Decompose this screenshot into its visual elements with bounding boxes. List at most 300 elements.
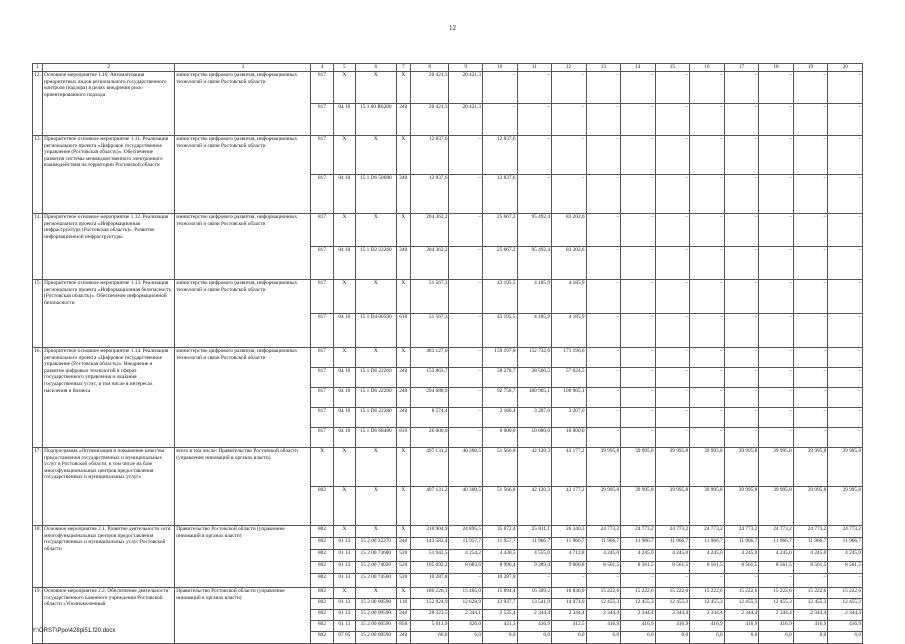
amount-cell: 43 177,2 bbox=[552, 487, 587, 526]
amount-cell: – bbox=[793, 247, 828, 280]
amount-cell: 28 323,5 bbox=[410, 610, 449, 621]
amount-cell: – bbox=[621, 314, 656, 348]
budget-code: 802 bbox=[311, 574, 333, 588]
budget-code: X bbox=[396, 526, 410, 538]
amount-cell: 43 195,5 bbox=[482, 314, 517, 348]
amount-cell: 4 185,9 bbox=[552, 314, 587, 348]
amount-cell: 2 160,4 bbox=[482, 408, 517, 428]
amount-cell: 4 245,0 bbox=[586, 550, 621, 562]
amount-cell: 143 582,4 bbox=[410, 538, 449, 550]
amount-cell: 51 566,8 bbox=[482, 487, 517, 526]
amount-cell: 39 995,8 bbox=[759, 448, 794, 487]
budget-code: 15 2 00 22270 bbox=[356, 538, 397, 550]
amount-cell: – bbox=[793, 280, 828, 314]
executor: всего в том числе: Правительство Ростовской области (управление инноваций в органах власти) bbox=[175, 448, 311, 526]
budget-code: 01 13 bbox=[333, 574, 355, 588]
amount-cell: – bbox=[655, 214, 690, 247]
amount-cell: – bbox=[586, 348, 621, 368]
budget-code: 802 bbox=[311, 599, 333, 610]
budget-code: 240 bbox=[396, 388, 410, 408]
budget-code: 15 1 00 R0280 bbox=[356, 104, 397, 136]
amount-cell: 16 309,2 bbox=[517, 588, 552, 599]
amount-cell: 83 202,6 bbox=[552, 214, 587, 247]
amount-cell: 20 421,3 bbox=[410, 104, 449, 136]
measure-name: Приоритетное основное мероприятие 1.12. Реализация регионального проекта «Информационная инфраструктура (Ростовская область)». Развитие информационной инфраструктуры bbox=[43, 214, 175, 280]
budget-code: 15 2 00 74560 bbox=[356, 574, 397, 588]
budget-code: X bbox=[333, 448, 355, 487]
column-number-row bbox=[33, 64, 863, 72]
budget-code: 15 1 D6 50680 bbox=[356, 175, 397, 214]
amount-cell: 39 995,8 bbox=[586, 487, 621, 526]
amount-cell: – bbox=[690, 72, 725, 104]
amount-cell: – bbox=[690, 388, 725, 408]
amount-cell: – bbox=[655, 104, 690, 136]
amount-cell: 8 561,5 bbox=[724, 562, 759, 574]
column-number: 15 bbox=[655, 64, 690, 72]
amount-cell: 12 455,3 bbox=[690, 599, 725, 610]
executor: министерство цифрового развития, информационных технологий и связи Ростовской области bbox=[175, 280, 311, 348]
amount-cell: 24 895,5 bbox=[449, 526, 483, 538]
amount-cell: – bbox=[655, 574, 690, 588]
amount-cell: – bbox=[759, 214, 794, 247]
budget-code: X bbox=[396, 348, 410, 368]
budget-code: 850 bbox=[396, 621, 410, 632]
budget-code: 817 bbox=[311, 348, 333, 368]
budget-code: 01 13 bbox=[333, 562, 355, 574]
amount-cell: – bbox=[724, 175, 759, 214]
row-number: 19. bbox=[33, 588, 43, 644]
amount-cell: 4 245,0 bbox=[759, 550, 794, 562]
amount-cell: 83 202,6 bbox=[552, 247, 587, 280]
column-number: 12 bbox=[552, 64, 587, 72]
amount-cell: 15 222,6 bbox=[724, 588, 759, 599]
amount-cell: – bbox=[449, 136, 483, 175]
amount-cell: 6,0 bbox=[793, 632, 828, 644]
amount-cell: 6 000,0 bbox=[482, 428, 517, 448]
amount-cell: 11 957,7 bbox=[482, 538, 517, 550]
amount-cell: 6,0 bbox=[724, 632, 759, 644]
column-number: 17 bbox=[724, 64, 759, 72]
amount-cell: 6,0 bbox=[517, 632, 552, 644]
column-number: 8 bbox=[410, 64, 449, 72]
budget-code: 817 bbox=[311, 408, 333, 428]
amount-cell: – bbox=[655, 136, 690, 175]
budget-code: X bbox=[396, 280, 410, 314]
measure-name: Основное мероприятие 2.1. Развитие деятельности сети многофункциональных центров предоставления государственных и муниципальных услуг Ростовской области bbox=[43, 526, 175, 588]
amount-cell: 8 574,4 bbox=[410, 408, 449, 428]
budget-code: 240 bbox=[396, 408, 410, 428]
amount-cell: 12 837,6 bbox=[410, 175, 449, 214]
measure-name: Приоритетное основное мероприятие 1.13. Реализация регионального проекта «Информационная безопасность (Ростовская область)». Обеспечение информационной безопасности bbox=[43, 280, 175, 348]
budget-code: 817 bbox=[311, 388, 333, 408]
amount-cell: 12 455,3 bbox=[793, 599, 828, 610]
amount-cell: 11 966,7 bbox=[793, 538, 828, 550]
amount-cell: 9 289,4 bbox=[517, 562, 552, 574]
amount-cell: 4 185,9 bbox=[517, 280, 552, 314]
amount-cell: – bbox=[759, 175, 794, 214]
budget-code: 04 10 bbox=[333, 247, 355, 280]
amount-cell: 4 430,5 bbox=[482, 550, 517, 562]
column-number: 20 bbox=[828, 64, 863, 72]
amount-cell: 8 561,5 bbox=[828, 562, 863, 574]
budget-code: 01 13 bbox=[333, 610, 355, 621]
amount-cell: – bbox=[828, 368, 863, 388]
amount-cell: 51 567,3 bbox=[410, 314, 449, 348]
amount-cell: 8 561,5 bbox=[655, 562, 690, 574]
executor: министерство цифрового развития, информационных технологий и связи Ростовской области bbox=[175, 72, 311, 136]
amount-cell: – bbox=[586, 408, 621, 428]
amount-cell: – bbox=[517, 104, 552, 136]
amount-cell: – bbox=[552, 175, 587, 214]
amount-cell: 39 995,8 bbox=[586, 448, 621, 487]
amount-cell: – bbox=[724, 136, 759, 175]
amount-cell: – bbox=[655, 428, 690, 448]
table-row bbox=[33, 72, 863, 104]
amount-cell: – bbox=[655, 72, 690, 104]
budget-code: 802 bbox=[311, 538, 333, 550]
amount-cell: – bbox=[724, 280, 759, 314]
amount-cell: 4 245,0 bbox=[655, 550, 690, 562]
amount-cell: – bbox=[793, 574, 828, 588]
amount-cell: – bbox=[621, 368, 656, 388]
amount-cell: – bbox=[724, 247, 759, 280]
amount-cell: 12 837,6 bbox=[482, 136, 517, 175]
footer-file-path: Y:\ORST\Ppo\428pi51.f20.docx bbox=[32, 628, 116, 634]
amount-cell: – bbox=[759, 348, 794, 368]
budget-code: 01 13 bbox=[333, 550, 355, 562]
budget-code: 802 bbox=[311, 562, 333, 574]
amount-cell: 100 965,1 bbox=[517, 388, 552, 408]
amount-cell: 24 773,2 bbox=[724, 526, 759, 538]
amount-cell: 26 340,3 bbox=[552, 526, 587, 538]
amount-cell: – bbox=[655, 368, 690, 388]
amount-cell: 416,9 bbox=[690, 621, 725, 632]
amount-cell: 12 455,3 bbox=[655, 599, 690, 610]
amount-cell: 12 837,6 bbox=[410, 136, 449, 175]
amount-cell: 58 278,7 bbox=[482, 368, 517, 388]
amount-cell: – bbox=[690, 136, 725, 175]
amount-cell: 25 667,2 bbox=[482, 214, 517, 247]
amount-cell: – bbox=[655, 348, 690, 368]
amount-cell: 497 131,2 bbox=[410, 487, 449, 526]
amount-cell: – bbox=[449, 214, 483, 247]
amount-cell: – bbox=[586, 428, 621, 448]
amount-cell: – bbox=[828, 104, 863, 136]
budget-code: 817 bbox=[311, 214, 333, 247]
amount-cell: 24 773,2 bbox=[793, 526, 828, 538]
budget-code: X bbox=[356, 72, 397, 104]
amount-cell: – bbox=[449, 280, 483, 314]
amount-cell: – bbox=[586, 280, 621, 314]
budget-code: 810 bbox=[396, 428, 410, 448]
amount-cell: – bbox=[621, 280, 656, 314]
budget-code: X bbox=[356, 487, 397, 526]
amount-cell: 310 904,9 bbox=[410, 526, 449, 538]
column-number: 3 bbox=[175, 64, 311, 72]
amount-cell: – bbox=[724, 574, 759, 588]
budget-code: X bbox=[396, 72, 410, 104]
amount-cell: – bbox=[724, 428, 759, 448]
budget-code: X bbox=[396, 588, 410, 599]
table-row bbox=[33, 526, 863, 538]
amount-cell: – bbox=[828, 136, 863, 175]
amount-cell: – bbox=[690, 368, 725, 388]
amount-cell: 15 222,6 bbox=[828, 588, 863, 599]
amount-cell: 2 344,1 bbox=[449, 610, 483, 621]
amount-cell: – bbox=[586, 104, 621, 136]
amount-cell: – bbox=[759, 574, 794, 588]
amount-cell: 25 811,1 bbox=[517, 526, 552, 538]
budget-code: 15 2 00 00590 bbox=[356, 621, 397, 632]
amount-cell: 4 555,0 bbox=[517, 550, 552, 562]
budget-code: 817 bbox=[311, 72, 333, 104]
amount-cell: 40 300,5 bbox=[449, 487, 483, 526]
amount-cell: 51 942,5 bbox=[410, 550, 449, 562]
amount-cell: – bbox=[449, 348, 483, 368]
amount-cell: 2 344,4 bbox=[517, 610, 552, 621]
amount-cell: – bbox=[828, 72, 863, 104]
row-number: 13. bbox=[33, 136, 43, 214]
amount-cell: 2 344,4 bbox=[759, 610, 794, 621]
page-number: 12 bbox=[449, 24, 456, 32]
amount-cell: 12 455,3 bbox=[724, 599, 759, 610]
amount-cell: 416,9 bbox=[586, 621, 621, 632]
amount-cell: – bbox=[793, 368, 828, 388]
amount-cell: 20 421,3 bbox=[449, 104, 483, 136]
amount-cell: – bbox=[759, 408, 794, 428]
amount-cell: – bbox=[517, 136, 552, 175]
amount-cell: – bbox=[586, 574, 621, 588]
amount-cell: 12 455,3 bbox=[621, 599, 656, 610]
amount-cell: – bbox=[621, 104, 656, 136]
amount-cell: 105 092,2 bbox=[410, 562, 449, 574]
budget-code: 15 2 00 00590 bbox=[356, 599, 397, 610]
executor: министерство цифрового развития, информационных технологий и связи Ростовской области bbox=[175, 348, 311, 448]
amount-cell: 10 000,0 bbox=[517, 428, 552, 448]
amount-cell: 24 773,2 bbox=[690, 526, 725, 538]
amount-cell: – bbox=[586, 388, 621, 408]
amount-cell: 51 566,8 bbox=[482, 448, 517, 487]
amount-cell: – bbox=[793, 72, 828, 104]
column-number: 11 bbox=[517, 64, 552, 72]
budget-code: X bbox=[333, 588, 355, 599]
budget-code: 01 13 bbox=[333, 599, 355, 610]
budget-code: X bbox=[333, 136, 355, 175]
budget-code: 07 05 bbox=[333, 632, 355, 644]
amount-cell: – bbox=[759, 104, 794, 136]
amount-cell: 11 957,7 bbox=[449, 538, 483, 550]
budget-code: 15 2 00 74020 bbox=[356, 562, 397, 574]
measure-name: Приоритетное основное мероприятие 1.11. Реализация регионального проекта «Цифровое государственное управление (Ростовская область)». Обеспечение развития системы межведомственного электронного взаимодействия на территории Ростовской области bbox=[43, 136, 175, 214]
row-number: 15. bbox=[33, 280, 43, 348]
amount-cell: 6,0 bbox=[621, 632, 656, 644]
budget-code: X bbox=[333, 487, 355, 526]
amount-cell: – bbox=[621, 72, 656, 104]
amount-cell: 39 995,8 bbox=[793, 487, 828, 526]
budget-code: 04 10 bbox=[333, 368, 355, 388]
amount-cell: – bbox=[482, 104, 517, 136]
budget-code: 817 bbox=[311, 104, 333, 136]
amount-cell: – bbox=[621, 408, 656, 428]
amount-cell: 11 966,7 bbox=[586, 538, 621, 550]
column-number: 13 bbox=[586, 64, 621, 72]
amount-cell: 416,9 bbox=[724, 621, 759, 632]
budget-code: 15 2 00 00590 bbox=[356, 632, 397, 644]
amount-cell: 92 758,7 bbox=[482, 388, 517, 408]
budget-code: 240 bbox=[396, 247, 410, 280]
amount-cell: 11 966,7 bbox=[621, 538, 656, 550]
amount-cell: – bbox=[449, 408, 483, 428]
amount-cell: – bbox=[621, 388, 656, 408]
amount-cell: 24 773,2 bbox=[621, 526, 656, 538]
table-row bbox=[33, 348, 863, 368]
amount-cell: 416,9 bbox=[655, 621, 690, 632]
amount-cell: – bbox=[793, 214, 828, 247]
amount-cell: – bbox=[586, 247, 621, 280]
amount-cell: – bbox=[759, 247, 794, 280]
budget-code: 15 1 D6 68480 bbox=[356, 428, 397, 448]
amount-cell: 12 455,3 bbox=[586, 599, 621, 610]
amount-cell: – bbox=[621, 214, 656, 247]
amount-cell: 3 207,0 bbox=[517, 408, 552, 428]
amount-cell: 25 667,2 bbox=[482, 247, 517, 280]
amount-cell: – bbox=[759, 388, 794, 408]
amount-cell: 39 995,8 bbox=[828, 487, 863, 526]
amount-cell: – bbox=[759, 368, 794, 388]
amount-cell: 16 836,9 bbox=[552, 588, 587, 599]
amount-cell: – bbox=[449, 428, 483, 448]
amount-cell: – bbox=[828, 348, 863, 368]
amount-cell: 39 995,8 bbox=[724, 448, 759, 487]
amount-cell: – bbox=[690, 314, 725, 348]
column-number: 7 bbox=[396, 64, 410, 72]
amount-cell: 15 222,6 bbox=[621, 588, 656, 599]
amount-cell: – bbox=[793, 408, 828, 428]
amount-cell: 51 567,3 bbox=[410, 280, 449, 314]
amount-cell: 11 966,7 bbox=[828, 538, 863, 550]
budget-code: 240 bbox=[396, 632, 410, 644]
amount-cell: – bbox=[828, 175, 863, 214]
amount-cell: 15 222,6 bbox=[586, 588, 621, 599]
amount-cell: 426,0 bbox=[449, 621, 483, 632]
budget-code: 520 bbox=[396, 550, 410, 562]
table-row bbox=[33, 588, 863, 599]
budget-code: 240 bbox=[396, 368, 410, 388]
amount-cell: 43 195,5 bbox=[482, 280, 517, 314]
amount-cell: 4 254,2 bbox=[449, 550, 483, 562]
row-number: 16. bbox=[33, 348, 43, 448]
amount-cell: 39 995,8 bbox=[690, 487, 725, 526]
amount-cell: – bbox=[621, 247, 656, 280]
amount-cell: – bbox=[517, 574, 552, 588]
amount-cell: 14 074,0 bbox=[552, 599, 587, 610]
column-number: 4 bbox=[311, 64, 333, 72]
amount-cell: – bbox=[828, 247, 863, 280]
amount-cell: – bbox=[655, 175, 690, 214]
budget-code: X bbox=[396, 136, 410, 175]
amount-cell: – bbox=[793, 428, 828, 448]
column-number: 5 bbox=[333, 64, 355, 72]
row-number: 12. bbox=[33, 72, 43, 136]
amount-cell: 3 207,0 bbox=[552, 408, 587, 428]
amount-cell: – bbox=[759, 72, 794, 104]
amount-cell: 6,0 bbox=[586, 632, 621, 644]
amount-cell: 6,0 bbox=[828, 632, 863, 644]
amount-cell: – bbox=[449, 314, 483, 348]
budget-code: X bbox=[356, 588, 397, 599]
amount-cell: – bbox=[690, 280, 725, 314]
amount-cell: – bbox=[552, 136, 587, 175]
amount-cell: 4 245,0 bbox=[621, 550, 656, 562]
amount-cell: – bbox=[724, 214, 759, 247]
column-number: 2 bbox=[43, 64, 175, 72]
amount-cell: 153 863,7 bbox=[410, 368, 449, 388]
amount-cell: 15 405,0 bbox=[449, 588, 483, 599]
amount-cell: 8 561,5 bbox=[793, 562, 828, 574]
amount-cell: – bbox=[828, 428, 863, 448]
budget-code: X bbox=[396, 448, 410, 487]
budget-code: X bbox=[356, 280, 397, 314]
budget-code: X bbox=[356, 526, 397, 538]
amount-cell: 5 011,9 bbox=[410, 621, 449, 632]
amount-cell: 39 995,8 bbox=[655, 448, 690, 487]
column-number: 14 bbox=[621, 64, 656, 72]
column-number: 18 bbox=[759, 64, 794, 72]
amount-cell: 40 300,5 bbox=[449, 448, 483, 487]
budget-code: 04 10 bbox=[333, 175, 355, 214]
amount-cell: 8 561,5 bbox=[759, 562, 794, 574]
amount-cell: – bbox=[586, 214, 621, 247]
amount-cell: – bbox=[655, 408, 690, 428]
amount-cell: – bbox=[828, 408, 863, 428]
budget-code: X bbox=[333, 526, 355, 538]
amount-cell: – bbox=[449, 574, 483, 588]
amount-cell: – bbox=[724, 408, 759, 428]
amount-cell: – bbox=[655, 280, 690, 314]
amount-cell: 2 344,4 bbox=[655, 610, 690, 621]
amount-cell: 15 222,6 bbox=[793, 588, 828, 599]
measure-name: Основное мероприятие 1.10. Автоматизация приоритетных видов регионального государственного контроля (надзора) в целях внедрения риск-ориентированного подхода bbox=[43, 72, 175, 136]
budget-code: X bbox=[333, 72, 355, 104]
amount-cell: – bbox=[828, 280, 863, 314]
amount-cell: – bbox=[586, 136, 621, 175]
amount-cell: 4 245,0 bbox=[690, 550, 725, 562]
amount-cell: – bbox=[517, 175, 552, 214]
amount-cell: – bbox=[690, 214, 725, 247]
amount-cell: 11 966,7 bbox=[655, 538, 690, 550]
amount-cell: – bbox=[482, 72, 517, 104]
amount-cell: – bbox=[690, 247, 725, 280]
amount-cell: 39 995,8 bbox=[793, 448, 828, 487]
amount-cell: 39 995,8 bbox=[724, 487, 759, 526]
amount-cell: 9 660,8 bbox=[552, 562, 587, 574]
amount-cell: 39 995,8 bbox=[621, 448, 656, 487]
amount-cell: – bbox=[793, 388, 828, 408]
amount-cell: – bbox=[655, 388, 690, 408]
budget-code: X bbox=[356, 136, 397, 175]
amount-cell: – bbox=[690, 175, 725, 214]
budget-code: 802 bbox=[311, 621, 333, 632]
table-row bbox=[33, 280, 863, 314]
budget-table bbox=[32, 63, 863, 644]
executor: Правительство Ростовской области (управление инноваций в органах власти) bbox=[175, 588, 311, 644]
amount-cell: 4 712,8 bbox=[552, 550, 587, 562]
amount-cell: – bbox=[690, 348, 725, 368]
amount-cell: 421,3 bbox=[482, 621, 517, 632]
amount-cell: 12 628,9 bbox=[449, 599, 483, 610]
amount-cell: 39 995,8 bbox=[690, 448, 725, 487]
amount-cell: 15 222,6 bbox=[690, 588, 725, 599]
